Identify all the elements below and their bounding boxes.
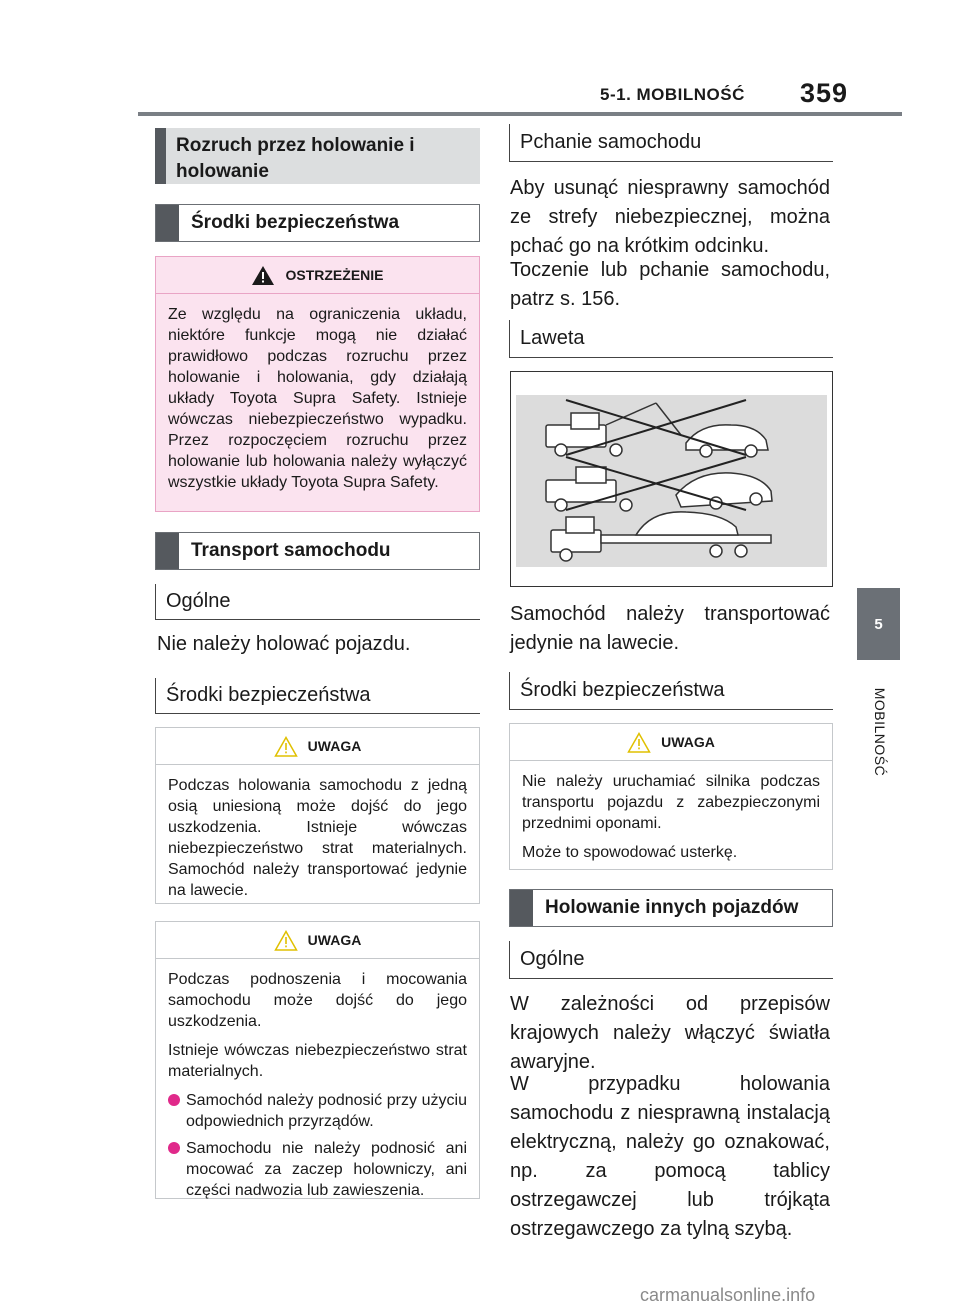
other-text-1: W zależności od przepisów krajowych należy włączyć światła awaryjne. (510, 993, 830, 1073)
push-text-2: Toczenie lub pchanie samochodu, patrz s. 156. (510, 259, 830, 310)
chapter-label: MOBILNOŚĆ (872, 687, 888, 777)
towing-illustration (510, 371, 833, 587)
laweta-heading: Laweta (509, 320, 833, 358)
watermark: carmanualsonline.info (640, 1285, 816, 1305)
caution-triangle-icon (627, 732, 651, 753)
other-title-box (509, 889, 833, 927)
transport-title-box (155, 532, 480, 570)
caution-triangle-icon (274, 736, 298, 757)
safety-heading-right: Środki bezpieczeństwa (509, 672, 833, 710)
caution-box-1 (155, 727, 480, 904)
section-title: 5-1. MOBILNOŚĆ (600, 85, 745, 104)
transport-title: Transport samochodu (191, 540, 391, 561)
caution-box-3 (509, 723, 833, 870)
caution-text: Podczas podnoszenia i mocowania samochodu może dojść do jego uszkodzenia. (168, 971, 467, 1030)
other-text-2: W przypadku holowania samochodu z niesprawną instalacją elektryczną, należy go oznakować, np. za pomocą tablicy ostrzegawczej lub trójkąta ostrzegawczego za tylną szybą. (510, 1073, 830, 1240)
other-general-heading: Ogólne (509, 941, 833, 979)
tow-truck-icon (516, 395, 827, 567)
push-heading: Pchanie samochodu (509, 124, 833, 162)
caution-triangle-icon (274, 930, 298, 951)
safety-heading-left: Środki bezpieczeństwa (155, 678, 480, 714)
warning-box (155, 256, 480, 512)
caution-box-2 (155, 921, 480, 1199)
chapter-tab[interactable] (857, 588, 900, 660)
safety-title-box (155, 204, 480, 242)
caution-text: Może to spowodować usterkę. (522, 844, 738, 861)
list-item: Samochód należy podnosić przy użyciu odpowiednich przyrządów. (168, 1090, 467, 1132)
main-title: Rozruch przez holowanie i holowanie (155, 128, 480, 184)
caution-text: Istnieje wówczas niebezpieczeństwo strat materialnych. (168, 1042, 467, 1080)
list-item: Samochodu nie należy podnosić ani mocować za zaczep holowniczy, ani części nadwozia lub zawieszenia. (168, 1138, 467, 1201)
caution-label: UWAGA (307, 738, 362, 754)
page-number: 359 (800, 78, 849, 108)
laweta-text: Samochód należy transportować jedynie na lawecie. (510, 603, 830, 654)
general-text: Nie należy holować pojazdu. (157, 633, 411, 655)
header-rule (138, 112, 902, 116)
warning-triangle-icon (251, 265, 275, 286)
caution-text: Nie należy uruchamiać silnika podczas transportu pojazdu z zabezpieczonymi przednimi oponami. (522, 773, 820, 832)
warning-label: OSTRZEŻENIE (285, 267, 384, 283)
caution-text: Podczas holowania samochodu z jedną osią uniesioną może dojść do jego uszkodzenia. Istnieje wówczas niebezpieczeństwo strat materialnych. Samochód należy transportować jedynie na lawecie. (168, 777, 467, 899)
caution-label: UWAGA (307, 932, 362, 948)
caution-label: UWAGA (661, 734, 715, 750)
other-title: Holowanie innych pojazdów (545, 897, 799, 918)
warning-text: Ze względu na ograniczenia układu, niektóre funkcje mogą nie działać prawidłowo podczas rozruchu przez holowanie i holowania, gdy działają układy Toyota Supra Safety. Istnieje wówczas niebezpieczeństwo wypadku. Przez rozpoczęciem rozruchu przez holowanie lub holowania należy wyłączyć wszystkie układy Toyota Supra Safety. (168, 306, 467, 491)
chapter-number: 5 (874, 615, 883, 633)
push-text-1: Aby usunąć niesprawny samochód ze strefy niebezpiecznej, można pchać go na krótkim odcinku. (510, 177, 830, 257)
safety-title: Środki bezpieczeństwa (191, 212, 400, 233)
general-heading: Ogólne (155, 584, 480, 620)
